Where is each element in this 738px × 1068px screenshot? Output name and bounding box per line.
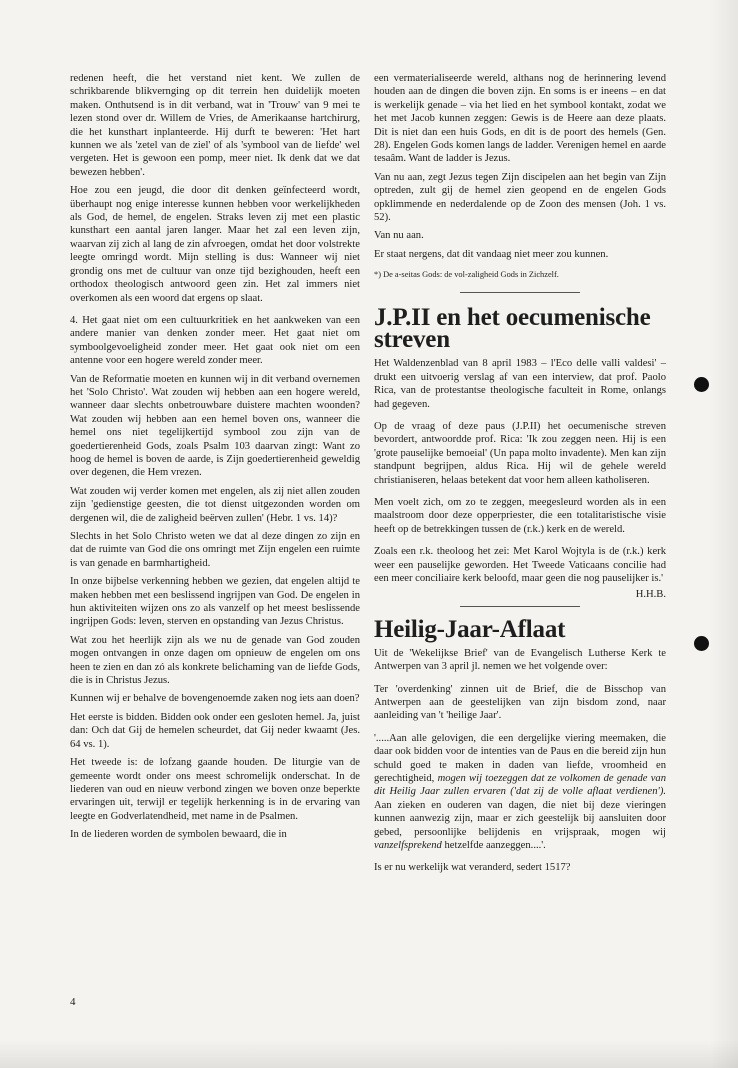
paragraph: Wat zou het heerlijk zijn als we nu de genade van God zouden mogen ontvangen in onze dagen om opnieuw de engelen om ons heen te zien en dan zó als konkrete belichaming van de liefde Gods, die is in Christus Jezus. xyxy=(70,634,360,687)
punch-hole-icon xyxy=(694,377,709,392)
paragraph: Hoe zou een jeugd, die door dit denken geïnfecteerd wordt, überhaupt nog enige interesse kunnen hebben voor werkelijkheden als God, de hemel, de engelen. Straks leven zij met een plastic kunsthart een aantal jaren langer. Maar het zal een leven zijn, waarvan zij zich al lang de zin afvroegen, omdat het door volstrekte leegte omringd wordt. Mijn stelling is dus: Wanneer wij niet grondig ons met de cultuur van onze tijd bezighouden, heeft een orthodox theologisch antwoord geen zin. Het zal immers niet overkomen als een woord dat ergens op slaat. xyxy=(70,185,360,304)
punch-hole-icon xyxy=(694,636,709,651)
paragraph: Op de vraag of deze paus (J.P.II) het oecumenische streven bevordert, antwoordde prof. Rica: 'Ik zou zeggen neen. Hij is een 'grote pauselijke bemoeial' (Un papa molto invadente). Men kan zijn standpunt begrijpen, aldus Rica. Hij wil de gehele wereld christianiseren, helaas betekent dat voor hem alleen katholiseren. xyxy=(374,420,666,486)
quote-text: hetzelfde aanzeggen....'. xyxy=(441,840,546,852)
paragraph: Wat zouden wij verder komen met engelen, als zij niet allen zouden zijn 'gedienstige geesten, die tot dienst uitgezonden worden om dergenen wil, die de zaligheid beërven zullen' (Hebr. 1 vs. 14)? xyxy=(70,485,360,524)
paragraph: Van nu aan, zegt Jezus tegen Zijn discipelen aan het begin van Zijn optreden, zult gij de hemel zien geopend en de engelen Gods opklimmende en nederdalende op de Zoon des mensen (Joh. 1 vs. 52). xyxy=(374,171,666,224)
footnote: *) De a-seitas Gods: de vol-zaligheid Gods in Zichzelf. xyxy=(374,270,559,280)
paragraph: Zoals een r.k. theoloog het zei: Met Karol Wojtyla is de (r.k.) kerk weer een pauselijke geworden. Het Tweede Vaticaans concilie had een meer conciliaire kerk beloofd, maar geen die nog pauselijker is.' xyxy=(374,546,666,584)
divider xyxy=(460,292,580,293)
quote-text: Aan zieken en ouderen van dagen, die niet bij deze vieringen kunnen aanwezig zijn, maar er zich geestelijk bij aansluiten door gebed, persoonlijke belijdenis en vrijspraak, mogen wij xyxy=(374,799,666,838)
paragraph: Het Waldenzenblad van 8 april 1983 – l'Eco delle valli valdesi' – drukt een uitvoerig verslag af van een interview, dat prof. Paolo Rica, van de protestantse theologische faculteit in Rome, onlangs had gegeven. xyxy=(374,358,666,410)
quote-text: '.....Aan alle gelovigen, die een dergelijke viering meemaken, die daar ook bidden voor de intenties van de Paus en die bereid zijn hun schuld goed te maken in daden van liefde, vroomheid en gerechtigheid, xyxy=(374,732,666,785)
page-edge-shadow xyxy=(710,0,738,1068)
paragraph: Het eerste is bidden. Bidden ook onder een gesloten hemel. Ja, juist dan: Och dat Gij de hemelen scheurdet, dat Gij neder kwaamt (Jes. 64 vs. 1). xyxy=(70,711,360,750)
paragraph: Slechts in het Solo Christo weten we dat al deze dingen zo zijn en dat de ruimte van God die ons omringt met Zijn engelen een ruimte is van genade en barmhartigheid. xyxy=(70,531,360,569)
paragraph: Het tweede is: de lofzang gaande houden. De liturgie van de gemeente wordt onder ons meest schromelijk onderschat. In de liederen van oud en nieuw verbond zingen we boven onze beperkte ervaringen uit, terwijl er tegelijk herkenning is in de ervaring van leegte en Godverlatendheid, met name in de Psalmen. xyxy=(70,757,360,822)
paragraph: Van de Reformatie moeten en kunnen wij in dit verband overnemen het 'Solo Christo'. Wat zouden wij hebben aan een hogere wereld, wanneer daar slechts onbetrouwbare duistere machten woonden? Wat zouden wij hebben aan een hemel boven ons, wanneer die hemel ons niet tegelijkertijd symbool zou zijn van de goedertierenheid Gods, zoals Psalm 103 daarvan zingt: Want zo hoog de hemel is boven de aarde, is Zijn goedertierenheid geweldig over degenen, die Hem vrezen. xyxy=(70,373,360,479)
paragraph: Er staat nergens, dat dit vandaag niet meer zou kunnen. xyxy=(374,248,609,260)
paragraph: een vermaterialiseerde wereld, althans nog de herinnering levend houden aan de dingen die boven zijn. En soms is er ineens – en dat is werkelijk genade – via het lied en het symbool kontakt, zodat we het met Jacob kunnen zeggen: Gewis is de Heere aan deze plaats. Dit is niet dan een huis Gods, en dit is de poort des hemels (Gen. 28). Engelen Gods komen langs de ladder. Verenigen hemel en aarde tesaâm. Want de ladder is Jezus. xyxy=(374,73,666,165)
page-number: 4 xyxy=(70,996,76,1008)
paragraph: Van nu aan. xyxy=(374,230,424,242)
paragraph: 4. Het gaat niet om een cultuurkritiek en het aankweken van een andere manier van denken zonder meer. Het gaat niet om symboolgevoeligheid zonder meer. Het gaat ook niet om een antenne voor een hogere wereld zonder meer. xyxy=(70,314,360,367)
article-title-aflaat: Heilig-Jaar-Aflaat xyxy=(374,615,566,643)
paragraph: Kunnen wij er behalve de bovengenoemde zaken nog iets aan doen? xyxy=(70,693,360,705)
paragraph: Uit de 'Wekelijkse Brief' van de Evangelisch Lutherse Kerk te Antwerpen van 3 april jl. nemen we het volgende over: xyxy=(374,647,666,673)
divider xyxy=(460,606,580,607)
quote-emphasis: mogen wij toezeggen dat ze volkomen de genade van dit Heilig Jaar zullen ervaren ('dat zij de volle aflaat verdienen'). xyxy=(374,773,666,798)
left-column xyxy=(70,72,360,847)
quote-emphasis: vanzelfsprekend xyxy=(374,840,442,852)
paragraph: Ter 'overdenking' zinnen uit de Brief, die de Bisschop van Antwerpen aan de geestelijken van zijn bisdom zond, naar aanleiding van 't 'heilige Jaar'. xyxy=(374,683,666,722)
paragraph-quote xyxy=(374,732,666,853)
paragraph: Is er nu werkelijk wat veranderd, sedert 1517? xyxy=(374,862,571,874)
paragraph: redenen heeft, die het verstand niet kent. We zullen de schrikbarende blikvernging op dit terrein hen duidelijk moeten maken. Onthutsend is in dit verband, wat in 'Trouw' van 9 mei te lezen stond over dr. Willem de Vries, de Amerikaanse hartchirurg, die het kunsthart inplanteerde. Hij durft te beweren: 'Het hart kunnen we als 'zetel van de ziel' of als 'symbool van de liefde' wel vergeten. Het is gewoon een pomp, meer niet. Ik denk dat we dat bewezen hebben'. xyxy=(70,73,360,178)
paragraph: In onze bijbelse verkenning hebben we gezien, dat engelen altijd te maken hebben met een beslissend ingrijpen van God. De engelen in hun aktiviteiten wijzen ons zo als vanzelf op het meest beslissende ingrijpen Gods: leven, sterven en opstanding van Jezus Christus. xyxy=(70,576,360,628)
article-signature: H.H.B. xyxy=(635,589,666,601)
right-column xyxy=(374,72,666,880)
paragraph: In de liederen worden de symbolen bewaard, die in xyxy=(70,829,287,841)
article-title-jp2: J.P.II en het oecumenische streven xyxy=(374,304,651,354)
page-bottom-shadow xyxy=(0,1040,738,1068)
paragraph: Men voelt zich, om zo te zeggen, meegesleurd worden als in een maalstroom door deze opperpriester, die een totalitaristische visie heeft op de betrekkingen tussen de (r.k.) kerk en de wereld. xyxy=(374,496,666,535)
